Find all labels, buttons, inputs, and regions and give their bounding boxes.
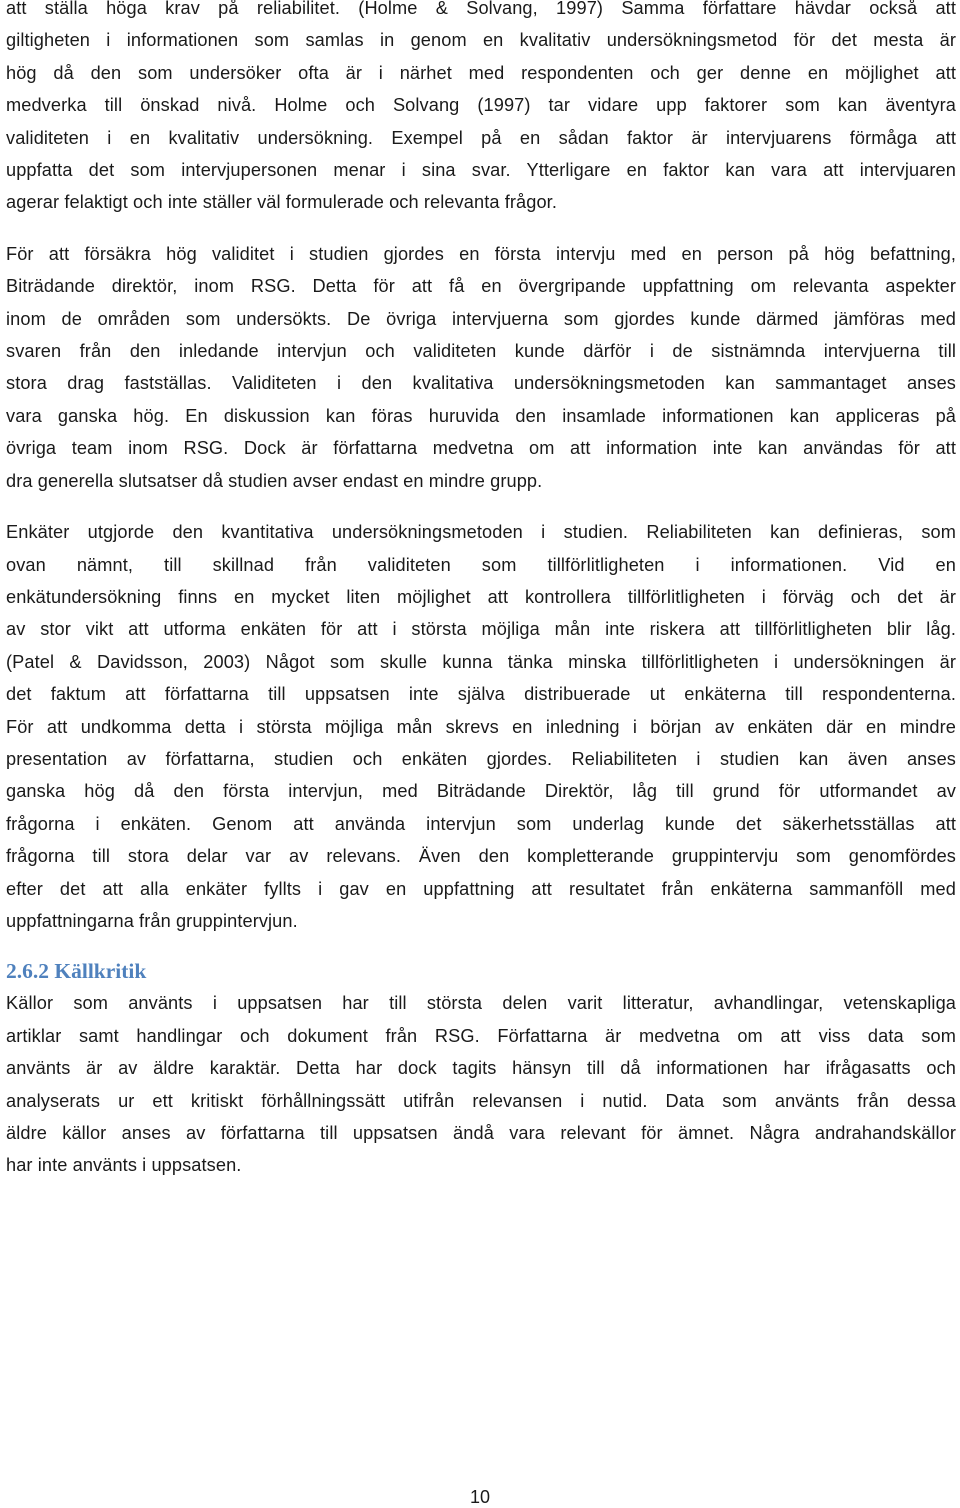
text-line: analyserats ur ett kritiskt förhållningssätt utifrån relevansen i nutid. Data som använts från dessa [6,1090,956,1111]
text-line: frågorna till stora delar var av relevans. Även den kompletterande gruppintervju som genomfördes [6,846,956,867]
text-line: artiklar samt handlingar och dokument från RSG. Författarna är medvetna om att viss data som [6,1025,956,1046]
text-line: stora drag fastställas. Validiteten i den kvalitativa undersökningsmetoden kan sammantaget anses [6,373,956,394]
paragraph-reliability-validity [6,0,956,219]
text-line: det faktum att författarna till uppsatsen inte själva distribuerade ut enkäterna till respondenterna. [6,684,956,705]
paragraph-validity-interviews [6,238,956,497]
text-line: av stor vikt att utforma enkäten för att i största möjliga mån inte riskera att tillförlitligheten blir låg. [6,619,956,640]
text-line: Biträdande direktör, inom RSG. Detta för att få en övergripande uppfattning om relevanta aspekter [6,276,956,297]
text-line: ganska hög då den första intervjun, med Biträdande Direktör, låg till grund för utformandet av [6,781,956,802]
text-line: efter det att alla enkäter fyllts i gav en uppfattning att resultatet från enkäterna sammanföll med [6,878,956,899]
text-line: (Patel & Davidsson, 2003) Något som skulle kunna tänka minska tillförlitligheten i undersökningen är [6,651,956,672]
text-line: att ställa höga krav på reliabilitet. (Holme & Solvang, 1997) Samma författare hävdar också att [6,0,956,18]
text-line: För att försäkra hög validitet i studien gjordes en första intervju med en person på hög befattning, [6,243,956,264]
text-line: Enkäter utgjorde den kvantitativa undersökningsmetoden i studien. Reliabiliteten kan definieras, som [6,522,956,543]
text-line: uppfatta det som intervjupersonen menar i sina svar. Ytterligare en faktor kan vara att intervjuaren [6,160,956,181]
text-line: Källor som använts i uppsatsen har till största delen varit litteratur, avhandlingar, vetenskapliga [6,993,956,1014]
paragraph-source-criticism [6,987,956,1181]
text-line: agerar felaktigt och inte ställer väl formulerade och relevanta frågor. [6,192,557,213]
text-line: giltigheten i informationen som samlas in genom en kvalitativ undersökningsmetod för det mesta är [6,30,956,51]
text-line: dra generella slutsatser då studien avser endast en mindre grupp. [6,470,543,491]
text-line: ovan nämnt, till skillnad från validiteten som tillförlitligheten i informationen. Vid en [6,554,956,575]
text-line: har inte använts i uppsatsen. [6,1155,242,1176]
text-line: hög då den som undersöker ofta är i närhet med respondenten och ger denne en möjlighet att [6,62,956,83]
text-line: validiteten i en kvalitativ undersökning. Exempel på en sådan faktor är intervjuarens förmåga att [6,127,956,148]
text-line: enkätundersökning finns en mycket liten möjlighet att kontrollera tillförlitligheten i förväg och det är [6,586,956,607]
text-line: medverka till önskad nivå. Holme och Solvang (1997) tar vidare upp faktorer som kan äventyra [6,95,956,116]
section-heading: 2.6.2 Källkritik [6,959,147,984]
text-line: För att undkomma detta i största möjliga mån skrevs en inledning i början av enkäten där en mindre [6,716,956,737]
paragraph-surveys-reliability [6,516,956,937]
text-line: övriga team inom RSG. Dock är författarna medvetna om att information inte kan användas för att [6,438,956,459]
document-page [6,0,956,1182]
text-line: äldre källor anses av författarna till uppsatsen ändå vara relevant för ämnet. Några andrahandskällor [6,1123,956,1143]
text-line: svaren från den inledande intervjun och validiteten kunde därför i de sistnämnda intervjuerna till [6,341,956,362]
text-line: frågorna i enkäten. Genom att använda intervjun som underlag kunde det säkerhetsställas att [6,813,956,834]
text-line: använts är av äldre karaktär. Detta har dock tagits hänsyn till då informationen har ifrågasatts och [6,1058,956,1079]
text-line: presentation av författarna, studien och enkäten gjordes. Reliabiliteten i studien kan även anses [6,748,956,769]
text-line: inom de områden som undersökts. De övriga intervjuerna som gjordes kunde därmed jämföras med [6,308,956,329]
text-line: vara ganska hög. En diskussion kan föras huruvida den insamlade informationen kan appliceras på [6,405,956,426]
page-number: 10 [469,1487,491,1507]
text-line: uppfattningarna från gruppintervjun. [6,910,298,931]
